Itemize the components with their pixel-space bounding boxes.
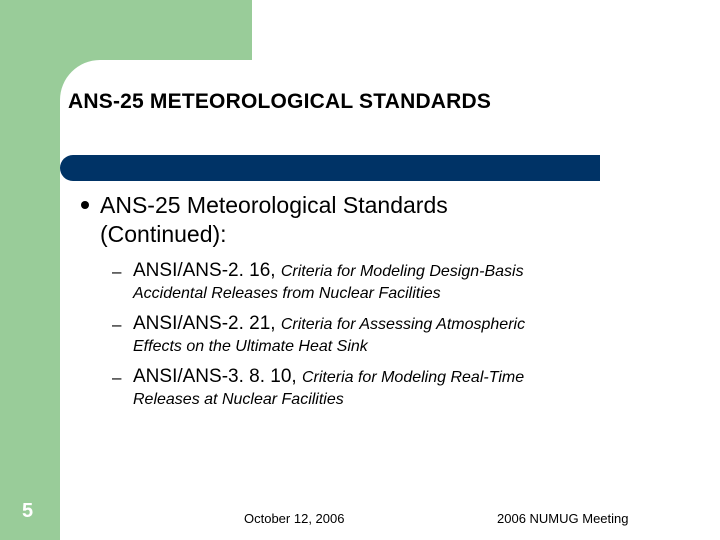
footer-meeting: 2006 NUMUG Meeting — [497, 511, 629, 526]
footer-date: October 12, 2006 — [244, 511, 345, 526]
dash-icon: – — [112, 368, 122, 387]
sub-item-desc: Criteria for Assessing Atmospheric — [280, 316, 526, 333]
sub-item-code: ANSI/ANS-3. 8. 10, — [133, 366, 302, 387]
sub-item-code: ANSI/ANS-2. 16, — [133, 260, 281, 281]
title-underline-bar — [60, 155, 600, 181]
main-bullet-text: ANS-25 Meteorological Standards (Continued): — [100, 192, 448, 247]
dash-icon: – — [112, 262, 122, 281]
sub-item-desc: Criteria for Modeling Real-Time — [301, 369, 525, 386]
slide-title: ANS-25 METEOROLOGICAL STANDARDS — [68, 90, 492, 113]
sub-item-2 — [133, 312, 653, 357]
sub-item-desc-cont: Accidental Releases from Nuclear Facilities — [133, 285, 441, 302]
sub-item-desc-cont: Effects on the Ultimate Heat Sink — [133, 338, 368, 355]
bullet-icon — [76, 193, 94, 217]
sub-item-3 — [133, 365, 653, 410]
sub-item-desc-cont: Releases at Nuclear Facilities — [133, 391, 344, 408]
dash-icon: – — [112, 315, 122, 334]
sub-item-code: ANSI/ANS-2. 21, — [133, 313, 281, 334]
slide-number: 5 — [22, 500, 34, 522]
sub-item-1 — [133, 259, 653, 304]
sub-item-desc: Criteria for Modeling Design-Basis — [280, 263, 524, 280]
